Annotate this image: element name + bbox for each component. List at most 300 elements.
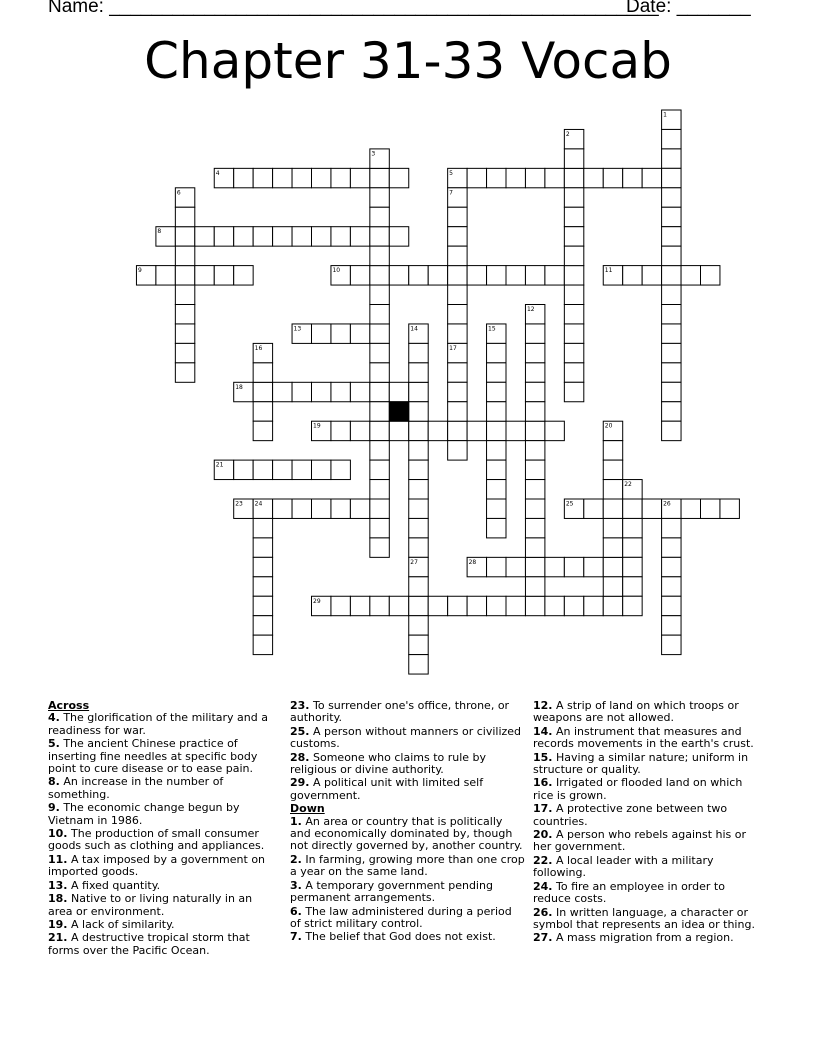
grid-cell[interactable] [175, 305, 194, 324]
grid-cell[interactable] [370, 168, 389, 187]
grid-cell[interactable] [545, 266, 564, 285]
clue-item [533, 829, 758, 854]
grid-cell[interactable] [195, 227, 214, 246]
grid-cell[interactable] [370, 382, 389, 401]
grid-cell[interactable] [564, 343, 583, 362]
clue-item [48, 712, 268, 737]
grid-cell[interactable] [428, 596, 447, 615]
grid-cell[interactable] [253, 421, 272, 440]
grid-cell[interactable] [525, 421, 544, 440]
grid-cell[interactable] [467, 596, 486, 615]
clue-text: A destructive tropical storm that forms over the Pacific Ocean. [48, 931, 250, 957]
clue-number-label: 25 [565, 500, 574, 508]
grid-cell[interactable] [662, 168, 681, 187]
grid-cell[interactable] [564, 324, 583, 343]
grid-cell[interactable] [175, 207, 194, 226]
clue-number: 12. [533, 699, 553, 712]
grid-cell[interactable] [525, 480, 544, 499]
grid-cell[interactable] [273, 227, 292, 246]
grid-cell[interactable] [253, 168, 272, 187]
grid-cell[interactable] [487, 363, 506, 382]
grid-cell[interactable] [720, 499, 739, 518]
grid-cell[interactable] [662, 382, 681, 401]
grid-cell[interactable] [681, 266, 700, 285]
grid-cell[interactable] [350, 382, 369, 401]
clue-text: An instrument that measures and records movements in the earth's crust. [533, 724, 754, 751]
grid-cell[interactable] [603, 499, 622, 518]
grid-cell[interactable] [389, 266, 408, 285]
clue-number-label: 13 [293, 325, 302, 333]
grid-cell[interactable] [370, 266, 389, 285]
grid-cell[interactable] [350, 499, 369, 518]
grid-cell[interactable] [662, 635, 681, 654]
grid-cell[interactable] [350, 596, 369, 615]
grid-cell[interactable] [292, 499, 311, 518]
grid-cell[interactable] [623, 557, 642, 576]
grid-cell[interactable] [292, 227, 311, 246]
grid-cell[interactable] [701, 266, 720, 285]
grid-cell[interactable] [448, 382, 467, 401]
grid-cell[interactable] [564, 149, 583, 168]
clue-number: 26. [533, 905, 553, 919]
grid-cell[interactable] [370, 441, 389, 460]
grid-cell[interactable] [370, 480, 389, 499]
grid-cell[interactable] [662, 421, 681, 440]
grid-cell[interactable] [370, 460, 389, 479]
grid-cell[interactable] [312, 168, 331, 187]
grid-cell[interactable] [525, 343, 544, 362]
grid-cell[interactable] [409, 266, 428, 285]
grid-cell[interactable] [603, 538, 622, 557]
clue-number-label: 9 [137, 267, 142, 275]
grid-cell[interactable] [312, 382, 331, 401]
grid-cell[interactable] [603, 460, 622, 479]
grid-cell[interactable] [370, 343, 389, 362]
grid-cell[interactable] [253, 382, 272, 401]
grid-cell[interactable] [448, 441, 467, 460]
grid-cell[interactable] [273, 382, 292, 401]
grid-cell[interactable] [487, 518, 506, 537]
grid-cell[interactable] [409, 518, 428, 537]
grid-cell[interactable] [662, 616, 681, 635]
grid-cell[interactable] [564, 305, 583, 324]
grid-cell[interactable] [662, 227, 681, 246]
grid-cell[interactable] [506, 421, 525, 440]
grid-cell[interactable] [409, 499, 428, 518]
clue-number: 23. [290, 699, 310, 712]
clue-number-label: 19 [313, 422, 321, 430]
grid-cell[interactable] [370, 538, 389, 557]
grid-cell[interactable] [564, 227, 583, 246]
grid-cell[interactable] [584, 499, 603, 518]
grid-cell[interactable] [273, 499, 292, 518]
grid-cell[interactable] [603, 518, 622, 537]
grid-cell[interactable] [525, 402, 544, 421]
grid-cell[interactable] [564, 363, 583, 382]
grid-cell[interactable] [428, 266, 447, 285]
clue-text: A temporary government pending permanent arrangements. [290, 878, 493, 905]
grid-cell[interactable] [564, 382, 583, 401]
grid-cell[interactable] [389, 596, 408, 615]
clue-number-label: 21 [215, 461, 224, 469]
grid-cell[interactable] [389, 227, 408, 246]
grid-cell[interactable] [662, 207, 681, 226]
clue-text: In written language, a character or symbol that represents an idea or thing. [533, 905, 755, 931]
name-field[interactable]: Name: ____________________________________________________ [48, 0, 659, 17]
grid-cell[interactable] [312, 324, 331, 343]
grid-cell[interactable] [487, 557, 506, 576]
grid-cell[interactable] [253, 635, 272, 654]
grid-cell[interactable] [448, 207, 467, 226]
grid-cell[interactable] [662, 557, 681, 576]
grid-cell[interactable] [487, 460, 506, 479]
grid-cell[interactable] [662, 402, 681, 421]
grid-cell[interactable] [525, 557, 544, 576]
grid-cell[interactable] [564, 557, 583, 576]
grid-cell[interactable] [448, 402, 467, 421]
clue-item [533, 777, 758, 802]
clue-number: 4. [48, 711, 60, 725]
grid-cell[interactable] [701, 499, 720, 518]
grid-cell[interactable] [312, 460, 331, 479]
grid-cell[interactable] [642, 168, 661, 187]
grid-cell[interactable] [253, 557, 272, 576]
grid-cell[interactable] [623, 577, 642, 596]
grid-cell[interactable] [175, 285, 194, 304]
grid-cell[interactable] [350, 227, 369, 246]
clue-number: 28. [290, 750, 310, 764]
grid-cell[interactable] [214, 227, 233, 246]
grid-cell[interactable] [370, 402, 389, 421]
grid-cell[interactable] [370, 324, 389, 343]
grid-cell[interactable] [467, 421, 486, 440]
grid-cell[interactable] [623, 596, 642, 615]
page-title: Chapter 31-33 Vocab [144, 32, 672, 90]
clue-number-label: 16 [254, 344, 263, 352]
grid-cell[interactable] [370, 421, 389, 440]
grid-cell[interactable] [662, 266, 681, 285]
grid-cell[interactable] [642, 266, 661, 285]
clue-item [48, 776, 268, 801]
grid-cell[interactable] [253, 577, 272, 596]
clue-number: 11. [48, 852, 68, 866]
grid-cell[interactable] [545, 421, 564, 440]
clue-number: 2. [290, 852, 302, 866]
grid-cell[interactable] [584, 168, 603, 187]
grid-cell[interactable] [662, 129, 681, 148]
grid-cell[interactable] [564, 266, 583, 285]
clue-item [290, 726, 525, 751]
grid-cell[interactable] [175, 227, 194, 246]
grid-cell[interactable] [350, 266, 369, 285]
clue-number: 27. [533, 931, 553, 945]
clue-number-label: 1 [663, 111, 667, 119]
grid-cell[interactable] [409, 538, 428, 557]
grid-cell[interactable] [525, 518, 544, 537]
clue-number-label: 7 [449, 189, 453, 197]
grid-cell[interactable] [448, 266, 467, 285]
grid-cell[interactable] [506, 266, 525, 285]
grid-cell[interactable] [525, 441, 544, 460]
grid-cell[interactable] [487, 499, 506, 518]
grid-cell[interactable] [662, 538, 681, 557]
grid-cell[interactable] [156, 266, 175, 285]
clue-item [48, 893, 268, 918]
grid-cell[interactable] [409, 480, 428, 499]
grid-cell[interactable] [603, 596, 622, 615]
grid-cell[interactable] [370, 188, 389, 207]
grid-cell[interactable] [331, 382, 350, 401]
clue-text: The belief that God does not exist. [301, 930, 496, 944]
grid-cell[interactable] [545, 557, 564, 576]
grid-cell[interactable] [312, 499, 331, 518]
grid-cell[interactable] [525, 538, 544, 557]
grid-cell[interactable] [409, 616, 428, 635]
grid-cell[interactable] [370, 499, 389, 518]
grid-cell[interactable] [525, 499, 544, 518]
grid-cell[interactable] [487, 402, 506, 421]
grid-cell[interactable] [564, 285, 583, 304]
grid-cell[interactable] [195, 266, 214, 285]
grid-cell[interactable] [370, 207, 389, 226]
grid-cell[interactable] [389, 382, 408, 401]
grid-cell[interactable] [487, 441, 506, 460]
clue-number: 16. [533, 776, 553, 790]
grid-cell[interactable] [370, 305, 389, 324]
grid-cell[interactable] [448, 227, 467, 246]
grid-cell[interactable] [370, 227, 389, 246]
clue-text: To fire an employee in order to reduce costs. [533, 879, 725, 906]
grid-cell[interactable] [506, 168, 525, 187]
grid-cell[interactable] [253, 596, 272, 615]
grid-cell[interactable] [564, 207, 583, 226]
grid-cell[interactable] [331, 499, 350, 518]
clue-item [533, 726, 758, 751]
grid-cell[interactable] [623, 499, 642, 518]
grid-cell[interactable] [467, 266, 486, 285]
grid-cell[interactable] [253, 518, 272, 537]
clue-number: 1. [290, 814, 302, 828]
grid-cell[interactable] [312, 227, 331, 246]
clue-number: 21. [48, 931, 68, 945]
grid-cell[interactable] [175, 343, 194, 362]
clue-item [48, 738, 268, 775]
clue-item [48, 919, 268, 931]
grid-cell[interactable] [603, 577, 622, 596]
grid-cell[interactable] [564, 168, 583, 187]
grid-cell[interactable] [487, 168, 506, 187]
grid-cell[interactable] [331, 460, 350, 479]
black-cell [389, 402, 408, 421]
grid-cell[interactable] [662, 188, 681, 207]
grid-cell[interactable] [253, 402, 272, 421]
clue-item [533, 881, 758, 906]
grid-cell[interactable] [234, 266, 253, 285]
grid-cell[interactable] [623, 538, 642, 557]
date-field[interactable]: Date: _______ [626, 0, 751, 17]
grid-cell[interactable] [525, 577, 544, 596]
grid-cell[interactable] [564, 246, 583, 265]
grid-cell[interactable] [234, 460, 253, 479]
grid-cell[interactable] [448, 363, 467, 382]
grid-cell[interactable] [331, 421, 350, 440]
grid-cell[interactable] [662, 577, 681, 596]
grid-cell[interactable] [331, 227, 350, 246]
clue-number: 5. [48, 737, 60, 751]
clue-number: 10. [48, 827, 68, 841]
grid-cell[interactable] [409, 363, 428, 382]
clue-number: 20. [533, 828, 553, 842]
grid-cell[interactable] [389, 168, 408, 187]
grid-cell[interactable] [525, 382, 544, 401]
grid-cell[interactable] [331, 168, 350, 187]
clue-text: A person without manners or civilized customs. [290, 724, 522, 751]
clue-text: Native to or living naturally in an area or environment. [48, 892, 253, 918]
grid-cell[interactable] [175, 363, 194, 382]
grid-cell[interactable] [662, 363, 681, 382]
clue-number: 25. [290, 724, 310, 738]
grid-cell[interactable] [603, 168, 622, 187]
grid-cell[interactable] [623, 266, 642, 285]
grid-cell[interactable] [292, 168, 311, 187]
grid-cell[interactable] [273, 168, 292, 187]
grid-cell[interactable] [409, 635, 428, 654]
grid-cell[interactable] [662, 285, 681, 304]
grid-cell[interactable] [662, 324, 681, 343]
grid-cell[interactable] [662, 596, 681, 615]
grid-cell[interactable] [409, 343, 428, 362]
clue-item [290, 931, 525, 943]
grid-cell[interactable] [448, 421, 467, 440]
grid-cell[interactable] [448, 285, 467, 304]
grid-cell[interactable] [409, 577, 428, 596]
grid-cell[interactable] [642, 499, 661, 518]
clue-number: 19. [48, 917, 68, 931]
clue-item [533, 932, 758, 944]
grid-cell[interactable] [428, 421, 447, 440]
grid-cell[interactable] [214, 266, 233, 285]
grid-cell[interactable] [525, 168, 544, 187]
grid-cell[interactable] [623, 518, 642, 537]
grid-cell[interactable] [525, 324, 544, 343]
grid-cell[interactable] [603, 480, 622, 499]
clue-text: An increase in the number of something. [48, 775, 224, 801]
grid-cell[interactable] [409, 402, 428, 421]
grid-cell[interactable] [253, 616, 272, 635]
grid-cell[interactable] [662, 518, 681, 537]
grid-cell[interactable] [273, 460, 292, 479]
grid-cell[interactable] [662, 149, 681, 168]
grid-cell[interactable] [525, 460, 544, 479]
grid-cell[interactable] [525, 266, 544, 285]
grid-cell[interactable] [525, 363, 544, 382]
grid-cell[interactable] [253, 227, 272, 246]
grid-cell[interactable] [564, 188, 583, 207]
clue-number: 3. [290, 878, 302, 892]
grid-cell[interactable] [603, 441, 622, 460]
grid-cell[interactable] [175, 266, 194, 285]
grid-cell[interactable] [175, 246, 194, 265]
grid-cell[interactable] [506, 557, 525, 576]
clue-text: The glorification of the military and a readiness for war. [48, 711, 268, 737]
grid-cell[interactable] [448, 596, 467, 615]
grid-cell[interactable] [662, 246, 681, 265]
grid-cell[interactable] [603, 557, 622, 576]
grid-cell[interactable] [350, 324, 369, 343]
grid-cell[interactable] [253, 363, 272, 382]
grid-cell[interactable] [370, 363, 389, 382]
grid-cell[interactable] [584, 596, 603, 615]
clue-number-label: 14 [410, 325, 418, 333]
grid-cell[interactable] [292, 460, 311, 479]
grid-cell[interactable] [487, 266, 506, 285]
grid-cell[interactable] [370, 518, 389, 537]
grid-cell[interactable] [389, 421, 408, 440]
grid-cell[interactable] [448, 324, 467, 343]
grid-cell[interactable] [370, 596, 389, 615]
clue-number: 29. [290, 776, 310, 790]
grid-cell[interactable] [545, 168, 564, 187]
grid-cell[interactable] [409, 460, 428, 479]
grid-cell[interactable] [409, 596, 428, 615]
grid-cell[interactable] [662, 343, 681, 362]
clue-text: A person who rebels against his or her government. [533, 828, 747, 854]
grid-cell[interactable] [448, 305, 467, 324]
clue-item [533, 907, 758, 932]
grid-cell[interactable] [487, 343, 506, 362]
grid-cell[interactable] [409, 441, 428, 460]
clue-text: The economic change begun by Vietnam in 1986. [48, 801, 240, 827]
grid-cell[interactable] [564, 596, 583, 615]
clue-text: A strip of land on which troops or weapons are not allowed. [533, 699, 739, 725]
grid-cell[interactable] [234, 227, 253, 246]
grid-cell[interactable] [584, 557, 603, 576]
grid-cell[interactable] [487, 480, 506, 499]
grid-cell[interactable] [253, 538, 272, 557]
grid-cell[interactable] [487, 596, 506, 615]
grid-cell[interactable] [506, 596, 525, 615]
grid-cell[interactable] [623, 168, 642, 187]
clue-number: 15. [533, 750, 553, 764]
grid-cell[interactable] [545, 596, 564, 615]
clue-number: 6. [290, 904, 302, 918]
grid-cell[interactable] [234, 168, 253, 187]
grid-cell[interactable] [409, 421, 428, 440]
grid-cell[interactable] [253, 460, 272, 479]
grid-cell[interactable] [487, 421, 506, 440]
clue-number-label: 20 [604, 422, 613, 430]
grid-cell[interactable] [662, 305, 681, 324]
grid-cell[interactable] [331, 324, 350, 343]
clue-number-label: 22 [624, 481, 632, 489]
grid-cell[interactable] [175, 324, 194, 343]
grid-cell[interactable] [681, 499, 700, 518]
clue-text: A mass migration from a region. [552, 931, 734, 945]
clues-column-1 [48, 700, 268, 958]
grid-cell[interactable] [331, 596, 350, 615]
grid-cell[interactable] [525, 596, 544, 615]
grid-cell[interactable] [370, 285, 389, 304]
grid-cell[interactable] [350, 168, 369, 187]
grid-cell[interactable] [448, 246, 467, 265]
grid-cell[interactable] [467, 168, 486, 187]
grid-cell[interactable] [292, 382, 311, 401]
grid-cell[interactable] [409, 382, 428, 401]
grid-cell[interactable] [370, 246, 389, 265]
grid-cell[interactable] [487, 382, 506, 401]
grid-cell[interactable] [350, 421, 369, 440]
grid-cell[interactable] [409, 655, 428, 674]
